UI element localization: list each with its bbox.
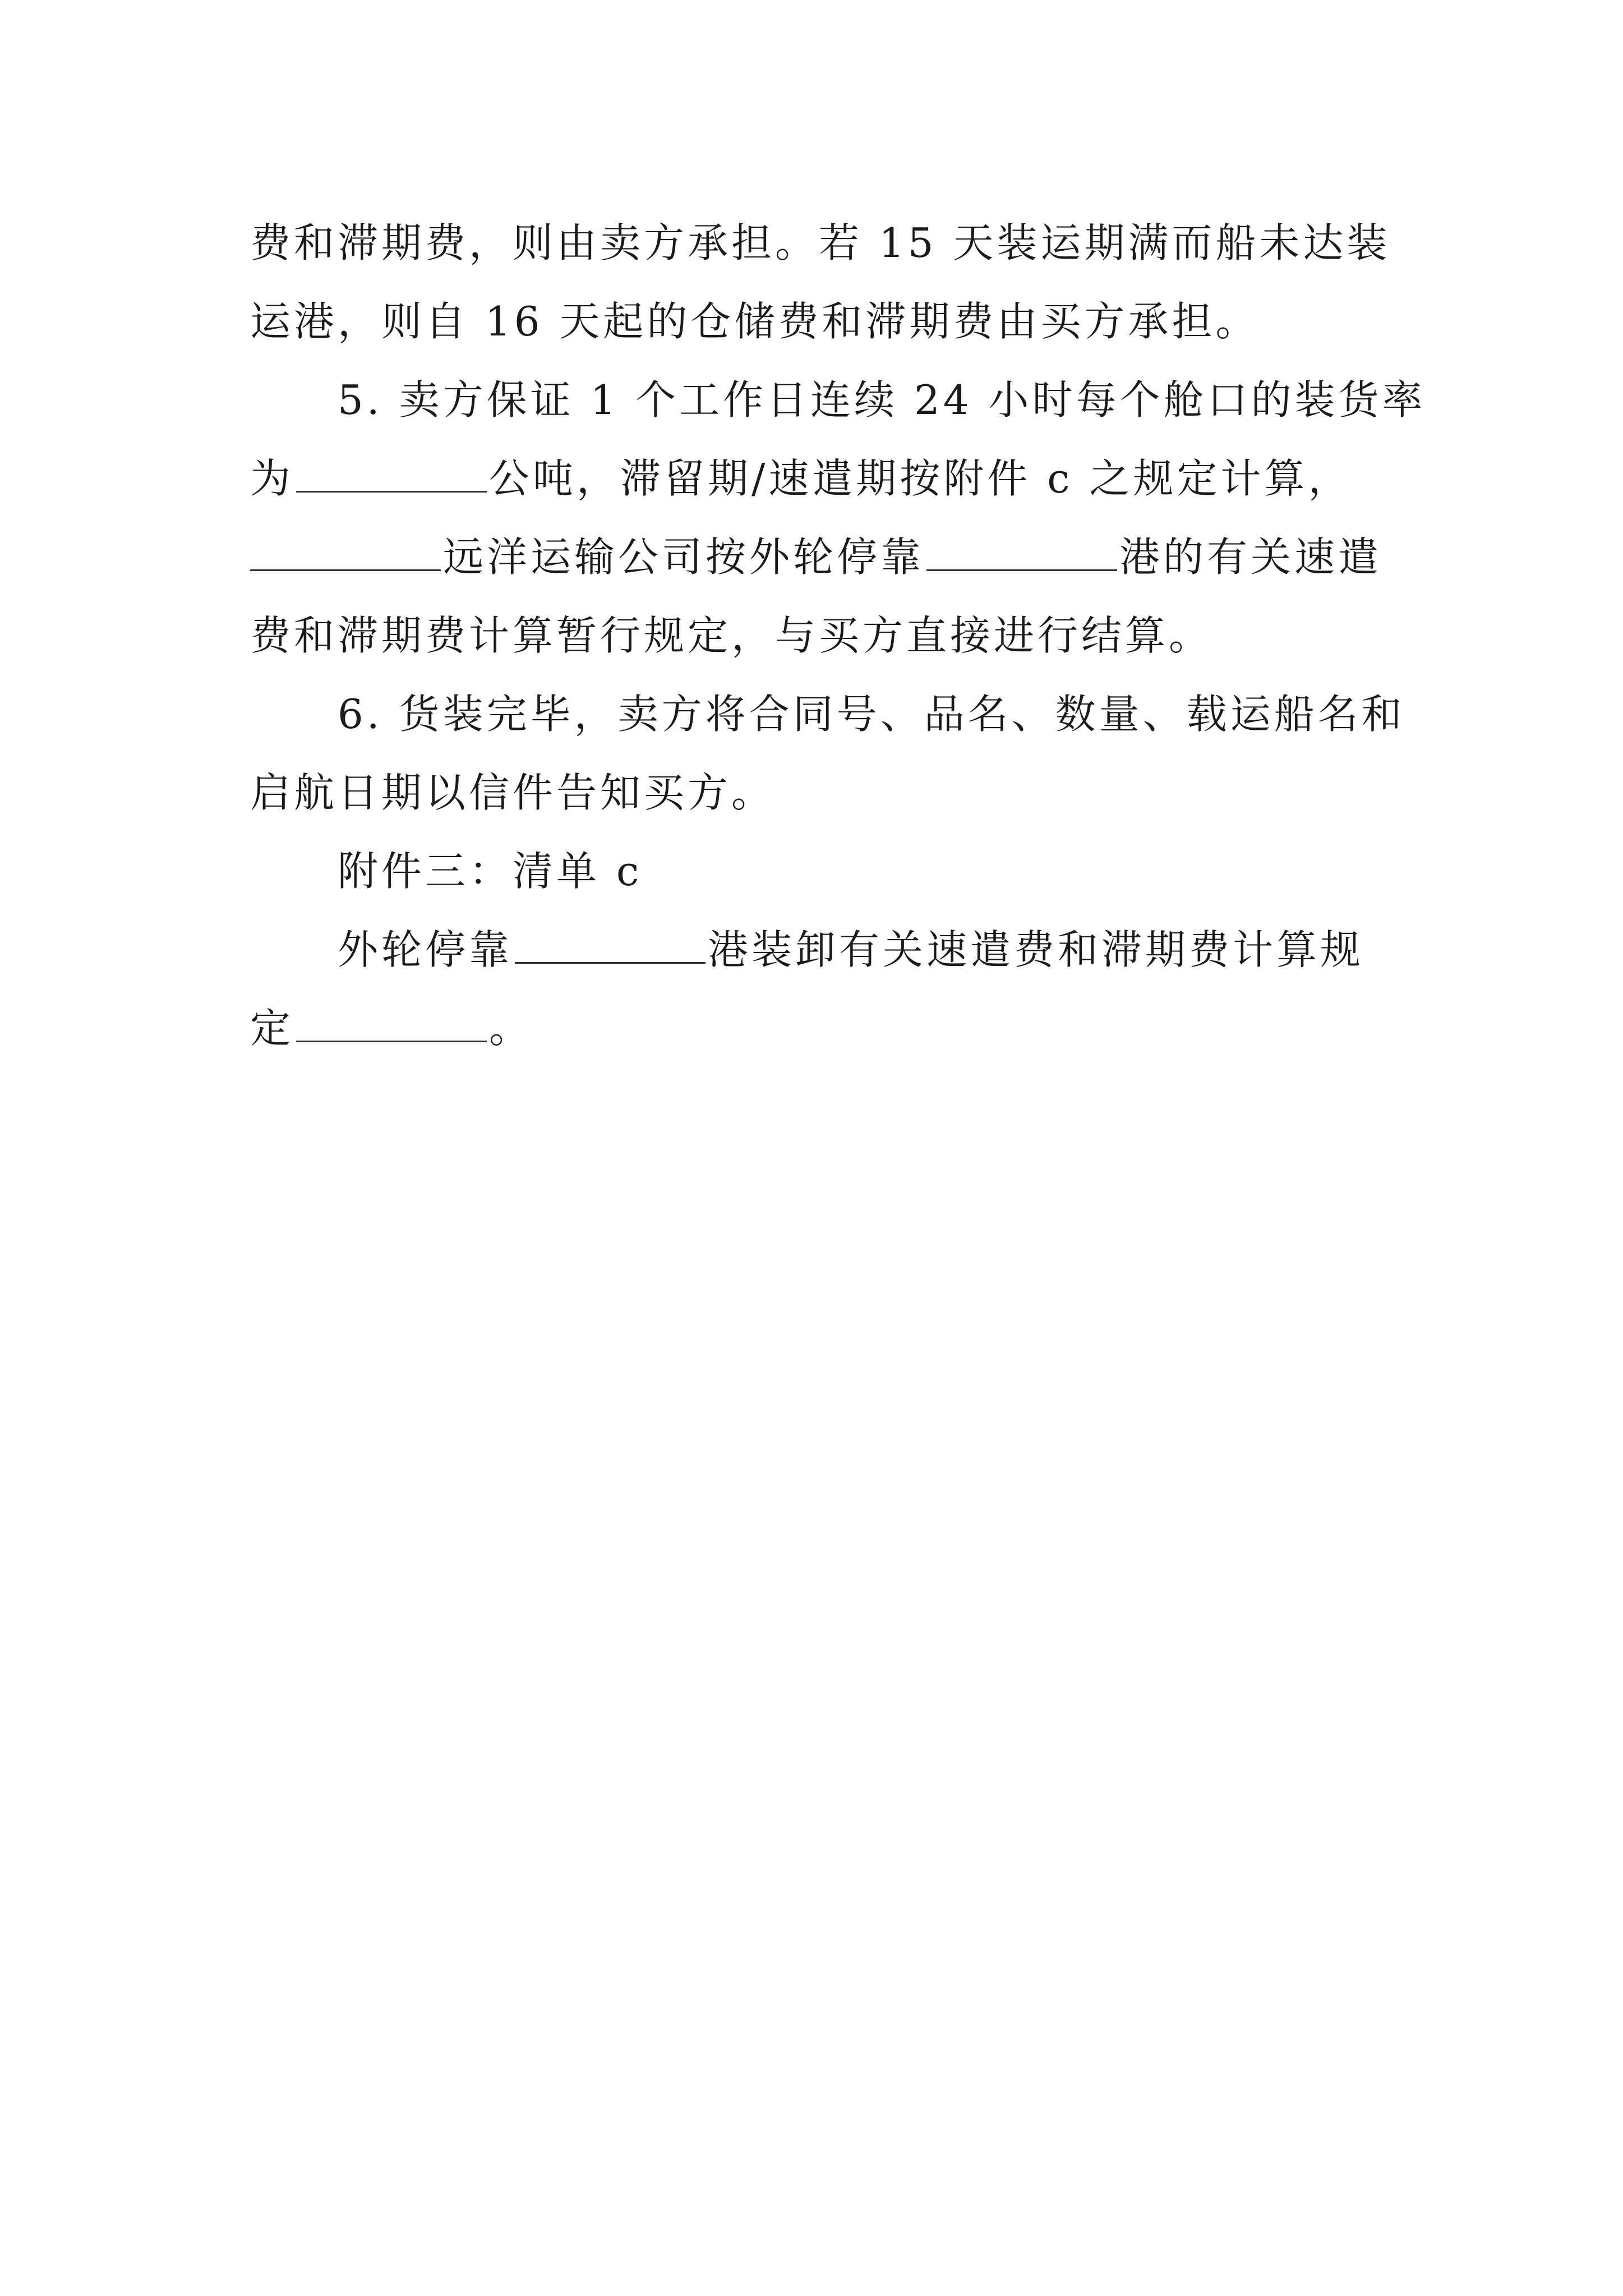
paragraph-line: 外轮停靠 港装卸有关速遣费和滞期费计算规 xyxy=(338,926,1364,973)
paragraph-line: 启航日期以信件告知买方。 xyxy=(250,769,776,816)
clause-5-line: 5. 卖方保证 1 个工作日连续 24 小时每个舱口的装货率 xyxy=(338,376,1426,424)
attachment-heading: 附件三：清单 c xyxy=(338,848,643,895)
paragraph-line: 为 公吨，滞留期/速遣期按附件 c 之规定计算， xyxy=(250,455,1352,502)
paragraph-line: 运港，则自 16 天起的仓储费和滞期费由买方承担。 xyxy=(250,298,1260,345)
clause-6-line: 6. 货装完毕，卖方将合同号、品名、数量、载运船名和 xyxy=(338,691,1405,738)
fill-in-blank[interactable] xyxy=(515,928,706,964)
fill-in-blank[interactable] xyxy=(296,1007,487,1042)
fill-in-blank[interactable] xyxy=(926,536,1117,571)
paragraph-line: 定 。 xyxy=(250,1005,533,1052)
paragraph-line: 费和滞期费计算暂行规定，与买方直接进行结算。 xyxy=(250,612,1213,659)
paragraph-line: 远洋运输公司按外轮停靠 港的有关速遣 xyxy=(250,532,1382,582)
fill-in-blank[interactable] xyxy=(250,536,441,571)
paragraph-line: 费和滞期费，则由卖方承担。若 15 天装运期满而船未达装 xyxy=(250,219,1391,266)
fill-in-blank[interactable] xyxy=(296,457,487,493)
